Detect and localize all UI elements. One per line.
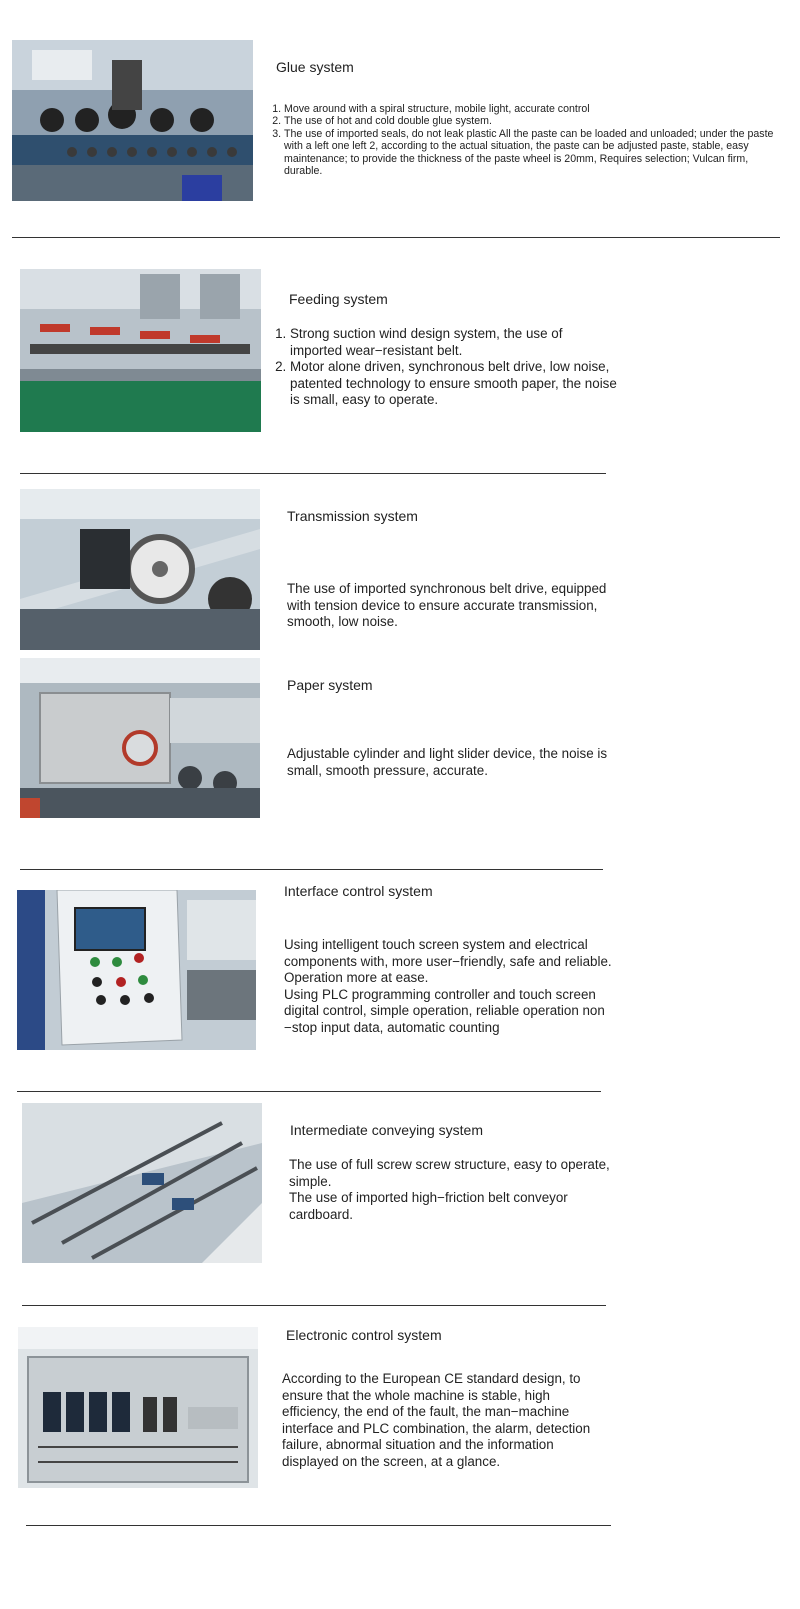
- section-title: Feeding system: [289, 291, 388, 307]
- section-title: Transmission system: [287, 508, 418, 524]
- interface-control-photo: [17, 890, 256, 1050]
- feeding-system-photo: [20, 269, 261, 432]
- list-item: 1. Strong suction wind design system, the use of imported wear−resistant belt.: [290, 326, 617, 359]
- section-divider: [22, 1305, 606, 1306]
- intermediate-conveying-photo: [22, 1103, 262, 1263]
- list-item: 3. The use of imported seals, do not leak plastic All the paste can be loaded and unloaded; under the paste with a left one left 2, according to the actual situation, the paste can be adjusted paste, stable, easy maintenance; to provide the thickness of the paste wheel is 20mm, Requires selection; Vulcan firm, durable.: [284, 128, 786, 178]
- section-divider: [12, 237, 780, 238]
- section-body: According to the European CE standard design, to ensure that the whole machine is stable, high efficiency, the end of the fault, the man−machine interface and PLC combination, the alarm, detection failure, abnormal situation and the information displayed on the screen, at a glance.: [282, 1371, 591, 1469]
- section-body: The use of imported synchronous belt drive, equipped with tension device to ensure accurate transmission, smooth, low noise.: [287, 581, 607, 629]
- section-divider: [20, 473, 606, 474]
- section-divider: [20, 869, 603, 870]
- paper-system-photo: [20, 658, 260, 818]
- section-title: Intermediate conveying system: [290, 1122, 483, 1138]
- section-title: Electronic control system: [286, 1327, 442, 1343]
- section-body: [266, 103, 786, 177]
- glue-system-photo: [12, 40, 253, 201]
- electronic-control-photo: [18, 1327, 258, 1488]
- section-body: [289, 1157, 619, 1223]
- list-item: 1. Move around with a spiral structure, mobile light, accurate control: [284, 103, 786, 115]
- section-divider: [26, 1525, 611, 1526]
- section-body: [272, 326, 617, 409]
- paragraph: The use of imported high−friction belt conveyor cardboard.: [289, 1190, 568, 1222]
- section-title: Glue system: [276, 59, 354, 75]
- section-body: Adjustable cylinder and light slider device, the noise is small, smooth pressure, accurate.: [287, 746, 608, 778]
- paragraph: Using PLC programming controller and touch screen digital control, simple operation, reliable operation non −stop input data, automatic counting: [284, 986, 605, 1035]
- section-title: Paper system: [287, 677, 373, 693]
- paragraph: Using intelligent touch screen system and electrical components with, more user−friendly, safe and reliable. Operation more at ease.: [284, 937, 612, 985]
- list-item: 2. The use of hot and cold double glue system.: [284, 115, 786, 127]
- transmission-system-photo: [20, 489, 260, 650]
- paragraph: The use of full screw screw structure, easy to operate, simple.: [289, 1157, 610, 1189]
- section-title: Interface control system: [284, 883, 433, 899]
- section-body: [284, 937, 619, 1036]
- section-divider: [17, 1091, 601, 1092]
- list-item: 2. Motor alone driven, synchronous belt drive, low noise, patented technology to ensure smooth paper, the noise is small, easy to operate.: [290, 359, 617, 409]
